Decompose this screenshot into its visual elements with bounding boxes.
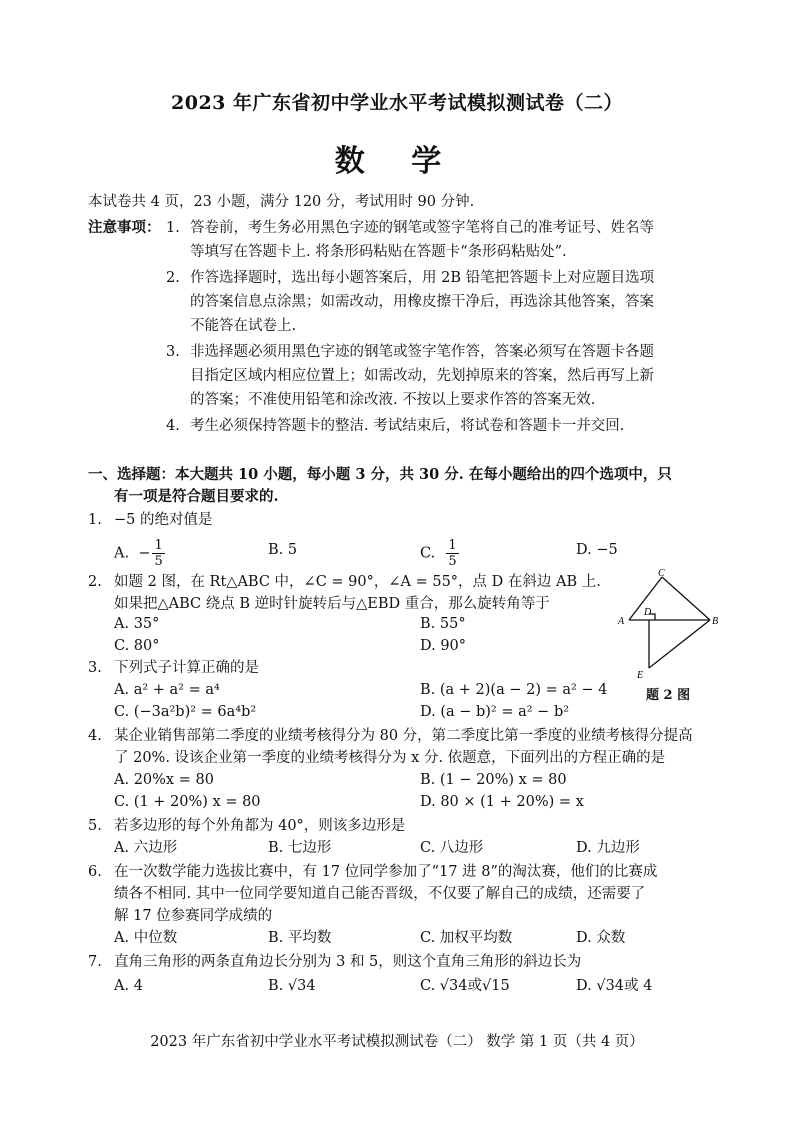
question-stem: 若多边形的每个外角都为 40°，则该多边形是 [114,818,406,834]
option-b: B. (1 − 20%) x = 80 [420,772,567,788]
question-stem: 在一次数学能力选拔比赛中，有 17 位同学参加了“17 进 8”的淘汰赛，他们的比赛成 [114,864,658,880]
option-d: D. −5 [576,542,618,558]
notice-line: 目指定区域内相应位置上；如需改动，先划掉原来的答案，然后再写上新 [190,368,654,384]
option-c: C. 加权平均数 [420,930,513,946]
option-a: A. 中位数 [114,930,178,946]
notice-line: 等填写在答题卡上. 将条形码粘贴在答题卡“条形码粘贴处”. [190,244,567,260]
option-c: C. (−3a²b)² = 6a⁴b² [114,704,257,720]
question-stem: 如果把△ABC 绕点 B 逆时针旋转后与△EBD 重合，那么旋转角等于 [114,596,550,612]
option-d: D. 80 × (1 + 20%) = x [420,794,584,810]
question-number: 3. [88,660,102,676]
option-b: B. (a + 2)(a − 2) = a² − 4 [420,682,608,698]
notice-num-2: 2. [166,270,180,286]
question-number: 2. [88,574,102,590]
fraction: $\frac{1}{5}$ [154,538,163,569]
option-c: C. $\frac{1}{5}$ [420,538,457,569]
triangle-figure [612,568,732,703]
exam-intro: 本试卷共 4 页，23 小题，满分 120 分，考试用时 90 分钟. [88,194,475,210]
notice-line: 的答案信息点涂黑；如需改动，用橡皮擦干净后，再选涂其他答案，答案 [190,294,654,310]
option-b: B. 七边形 [268,840,332,856]
option-a: A. 20%x = 80 [114,772,214,788]
option-c: C. 80° [114,638,160,654]
option-a: A. 35° [114,616,160,632]
question-stem: 下列式子计算正确的是 [114,660,259,676]
page-footer: 2023 年广东省初中学业水平考试模拟测试卷（二） 数学 第 1 页（共 4 页） [150,1034,644,1050]
segment-cb [662,577,710,620]
question-stem: 直角三角形的两条直角边长分别为 3 和 5，则这个直角三角形的斜边长为 [114,954,582,970]
option-d: D. (a − b)² = a² − b² [420,704,570,720]
notice-line: 考生必须保持答题卡的整洁. 考试结束后，将试卷和答题卡一并交回. [190,418,625,434]
question-stem: −5 的绝对值是 [114,512,213,528]
option-d: D. 90° [420,638,467,654]
exam-title: 2023 年广东省初中学业水平考试模拟测试卷（二） [171,92,623,114]
segment-eb [649,620,710,668]
notice-line: 作答选择题时，选出每小题答案后，用 2B 铅笔把答题卡上对应题目选项 [190,270,655,286]
label-b: B [712,616,719,627]
option-b: B. 55° [420,616,466,632]
option-d: D. 九边形 [576,840,640,856]
question-number: 7. [88,954,102,970]
option-a: A. 4 [114,978,143,994]
option-d: D. √34或 4 [576,978,653,994]
option-a: A. − $\frac{1}{5}$ [114,538,163,569]
notice-num-4: 4. [166,418,180,434]
notice-line: 不能答在试卷上. [190,318,297,334]
option-b: B. 平均数 [268,930,332,946]
option-d: D. 众数 [576,930,626,946]
notice-num-3: 3. [166,344,180,360]
question-stem: 某企业销售部第二季度的业绩考核得分为 80 分，第二季度比第一季度的业绩考核得分提高 [114,728,693,744]
question-stem: 了 20%. 设该企业第一季度的业绩考核得分为 x 分. 依题意，下面列出的方程正确的是 [114,750,666,766]
option-c: C. 八边形 [420,840,484,856]
question-number: 6. [88,864,102,880]
label-c: C [658,568,665,579]
label-e: E [637,670,644,681]
question-stem: 绩各不相同. 其中一位同学要知道自己能否晋级，不仅要了解自己的成绩，还需要了 [114,886,646,902]
notice-label: 注意事项： [88,219,161,236]
option-b: B. 5 [268,542,298,558]
option-b: B. √34 [268,978,316,994]
question-number: 1. [88,512,102,528]
question-number: 4. [88,728,102,744]
notice-line: 的答案；不准使用铅笔和涂改液. 不按以上要求作答的答案无效. [190,392,596,408]
question-stem: 解 17 位参赛同学成绩的 [114,908,273,924]
option-a: A. 六边形 [114,840,178,856]
fraction: $\frac{1}{5}$ [448,538,457,569]
section-heading: 一、选择题：本大题共 10 小题，每小题 3 分，共 30 分. 在每小题给出的四个选项中，只 [88,466,672,483]
section-heading-cont: 有一项是符合题目要求的. [114,488,279,505]
option-c: C. (1 + 20%) x = 80 [114,794,261,810]
option-a: A. a² + a² = a⁴ [114,682,220,698]
notice-line: 答卷前，考生务必用黑色字迹的钢笔或签字笔将自己的准考证号、姓名等 [190,220,654,236]
question-number: 5. [88,818,102,834]
figure-caption: 题 2 图 [646,688,691,703]
option-c: C. √34或√15 [420,978,510,994]
notice-num-1: 1. [166,220,180,236]
label-a: A [618,616,625,627]
subject-title: 数 学 [334,144,460,179]
label-d: D [644,607,652,618]
notice-line: 非选择题必须用黑色字迹的钢笔或签字笔作答，答案必须写在答题卡各题 [190,344,654,360]
question-stem: 如题 2 图，在 Rt△ABC 中，∠C = 90°，∠A = 55°，点 D 在斜边 AB 上. [114,574,601,590]
